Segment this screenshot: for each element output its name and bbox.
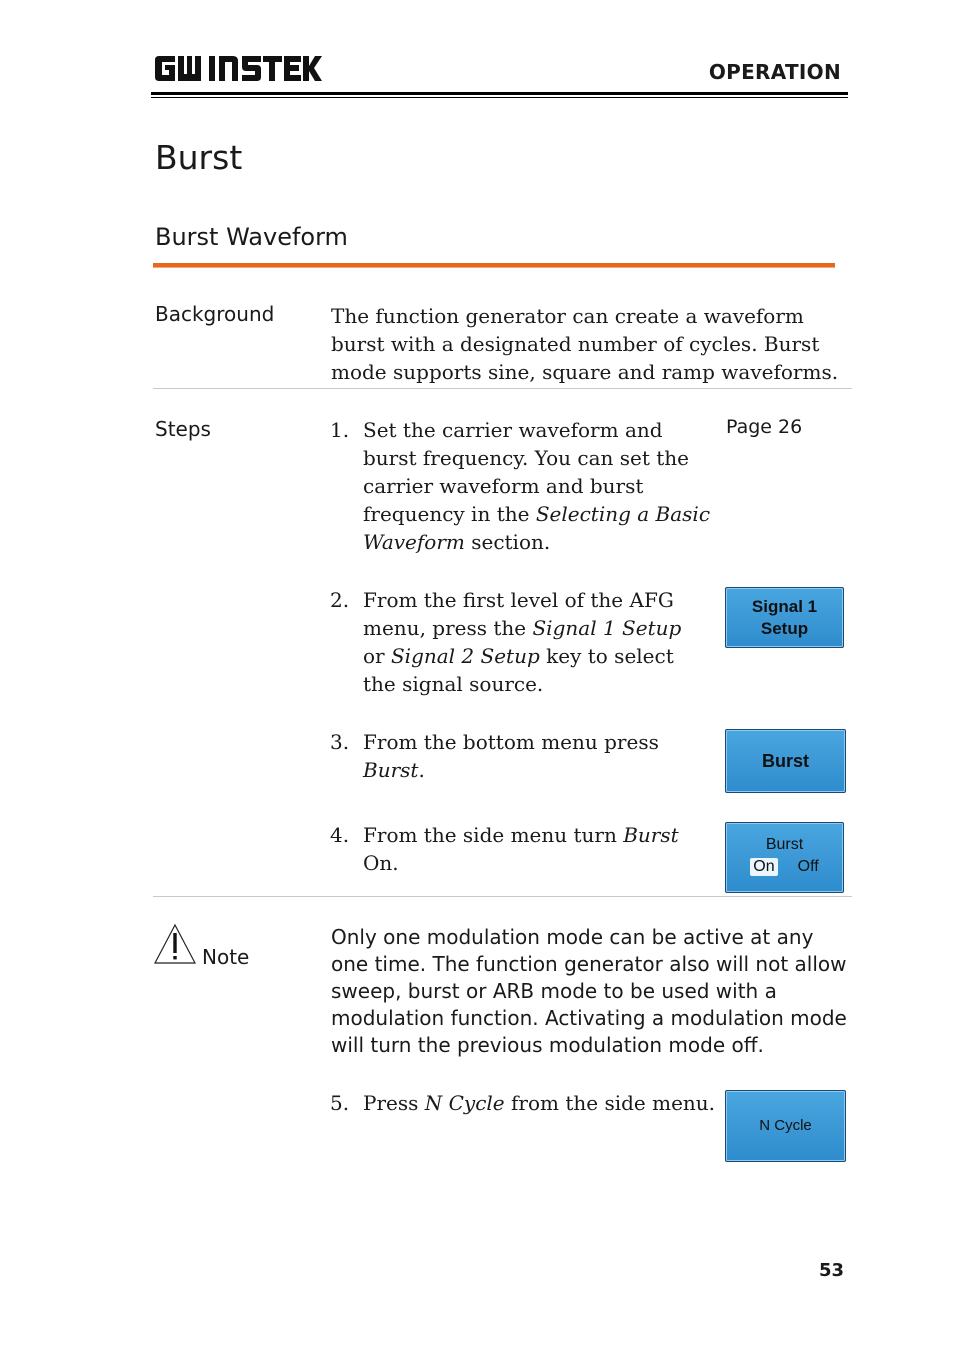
header-rule-thin (151, 97, 848, 98)
divider (153, 388, 852, 389)
background-label: Background (155, 302, 275, 326)
off-option: Off (797, 858, 819, 875)
note-label: Note (202, 945, 250, 969)
subsection-title: Burst Waveform (155, 223, 348, 251)
background-text: The function generator can create a waveform burst with a designated number of cycles. Burst mode supports sine, square and ramp waveforms. (331, 304, 839, 384)
step-4: 4. From the side menu turn Burst On. (330, 823, 679, 875)
note-text: Only one modulation mode can be active at any one time. The function generator also will not allow sweep, burst or ARB mode to be used with a modulation function. Activating a modulation mode will turn the previous modulation mode off. (331, 925, 847, 1057)
header-section-label: OPERATION (708, 60, 841, 84)
n-cycle-key[interactable]: N Cycle (725, 1090, 846, 1162)
step-1: 1. Set the carrier waveform and burst frequency. You can set the carrier waveform and burst frequency in the Selecting a Basic Waveform section. (330, 418, 711, 554)
warning-icon (153, 923, 197, 965)
burst-on-off-key[interactable]: Burst On Off (725, 822, 844, 893)
signal-1-setup-key[interactable]: Signal 1 Setup (725, 587, 844, 648)
page-title: Burst (155, 138, 243, 177)
page-reference: Page 26 (726, 416, 803, 438)
gw-instek-logo (153, 54, 323, 84)
steps-label: Steps (155, 417, 211, 441)
on-option: On (750, 858, 777, 876)
burst-key[interactable]: Burst (725, 729, 846, 793)
header-rule (151, 92, 848, 95)
step-5: 5. Press N Cycle from the side menu. (330, 1091, 716, 1115)
step-2: 2. From the first level of the AFG menu, press the Signal 1 Setup or Signal 2 Setup key to select the signal source. (330, 588, 682, 696)
divider (153, 896, 852, 897)
step-3: 3. From the bottom menu press Burst. (330, 730, 659, 782)
page-number: 53 (818, 1260, 844, 1281)
subsection-rule (153, 263, 835, 268)
